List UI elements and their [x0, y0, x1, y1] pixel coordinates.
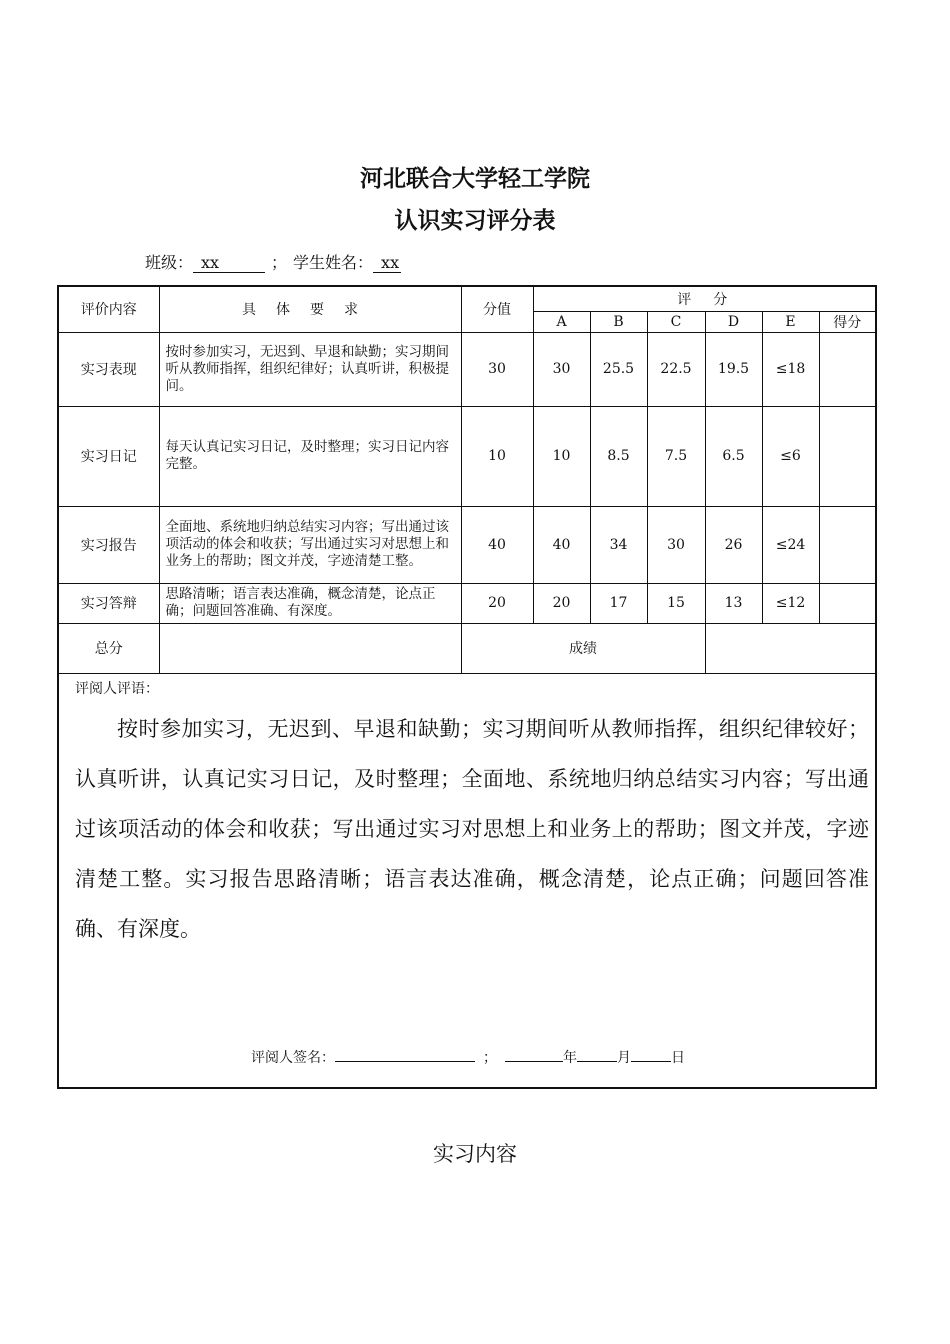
- form-title: 认识实习评分表: [394, 208, 556, 234]
- class-value: xx: [193, 253, 265, 273]
- row-score[interactable]: [819, 506, 876, 583]
- row-grade-b: 8.5: [590, 406, 647, 506]
- row-grade-a: 20: [533, 583, 590, 623]
- row-grade-d: 13: [705, 583, 762, 623]
- name-label: 学生姓名：: [293, 253, 374, 272]
- comment-row: [58, 673, 876, 1088]
- row-item: 实习日记: [58, 406, 159, 506]
- grade-e-header: E: [762, 311, 819, 332]
- school-title: 河北联合大学轻工学院: [360, 166, 590, 192]
- grade-d-header: D: [705, 311, 762, 332]
- row-grade-a: 30: [533, 332, 590, 406]
- signature-line: [251, 1047, 685, 1067]
- total-value[interactable]: [159, 623, 461, 673]
- row-requirement: 每天认真记实习日记，及时整理；实习日记内容完整。: [159, 406, 461, 506]
- section-title: 实习内容: [433, 1142, 517, 1166]
- row-requirement: 全面地、系统地归纳总结实习内容；写出通过该项活动的体会和收获；写出通过实习对思想上和业务上的帮助；图文并茂，字迹清楚工整。: [159, 506, 461, 583]
- header-item: 评价内容: [58, 286, 159, 332]
- row-grade-d: 19.5: [705, 332, 762, 406]
- grade-c-header: C: [647, 311, 705, 332]
- row-grade-c: 7.5: [647, 406, 705, 506]
- student-info-line: [145, 250, 401, 273]
- day-label: 日: [671, 1049, 685, 1066]
- month-label: 月: [617, 1049, 631, 1066]
- row-requirement: 思路清晰；语言表达准确，概念清楚，论点正确；问题回答准确、有深度。: [159, 583, 461, 623]
- row-grade-e: ≤12: [762, 583, 819, 623]
- year-blank[interactable]: [505, 1047, 563, 1062]
- row-requirement: 按时参加实习，无迟到、早退和缺勤；实习期间听从教师指挥，组织纪律好；认真听讲，积极提问。: [159, 332, 461, 406]
- table-row: [58, 583, 876, 623]
- row-grade-a: 10: [533, 406, 590, 506]
- score-header: 得分: [819, 311, 876, 332]
- row-item: 实习表现: [58, 332, 159, 406]
- total-label: 总分: [58, 623, 159, 673]
- comment-cell: [58, 673, 876, 1088]
- signature-separator: ；: [483, 1049, 497, 1066]
- grade-label: 成绩: [461, 623, 705, 673]
- row-points: 40: [461, 506, 533, 583]
- table-row: [58, 506, 876, 583]
- row-grade-b: 25.5: [590, 332, 647, 406]
- row-grade-d: 26: [705, 506, 762, 583]
- row-item: 实习答辩: [58, 583, 159, 623]
- month-blank[interactable]: [577, 1047, 617, 1062]
- row-score[interactable]: [819, 406, 876, 506]
- row-grade-e: ≤18: [762, 332, 819, 406]
- comment-text: 按时参加实习，无迟到、早退和缺勤；实习期间听从教师指挥，组织纪律较好；认真听讲，认真记实习日记，及时整理；全面地、系统地归纳总结实习内容；写出通过该项活动的体会和收获；写出通过实习对思想上和业务上的帮助；图文并茂，字迹清楚工整。实习报告思路清晰；语言表达准确，概念清楚，论点正确；问题回答准确、有深度。: [75, 716, 869, 941]
- row-grade-b: 34: [590, 506, 647, 583]
- table-row: [58, 332, 876, 406]
- grade-value[interactable]: [705, 623, 876, 673]
- row-item: 实习报告: [58, 506, 159, 583]
- row-score[interactable]: [819, 332, 876, 406]
- header-rating: 评 分: [533, 286, 876, 311]
- row-grade-d: 6.5: [705, 406, 762, 506]
- row-grade-b: 17: [590, 583, 647, 623]
- grade-a-header: A: [533, 311, 590, 332]
- day-blank[interactable]: [631, 1047, 671, 1062]
- score-table: [57, 285, 877, 1089]
- row-score[interactable]: [819, 583, 876, 623]
- header-requirements: 具体要求: [159, 286, 461, 332]
- row-grade-e: ≤24: [762, 506, 819, 583]
- row-points: 20: [461, 583, 533, 623]
- total-row: [58, 623, 876, 673]
- header-points: 分值: [461, 286, 533, 332]
- row-grade-c: 15: [647, 583, 705, 623]
- name-value: xx: [373, 253, 401, 273]
- grade-b-header: B: [590, 311, 647, 332]
- year-label: 年: [563, 1049, 577, 1066]
- row-grade-a: 40: [533, 506, 590, 583]
- row-points: 30: [461, 332, 533, 406]
- class-label: 班级：: [145, 253, 194, 272]
- signature-label: 评阅人签名：: [251, 1049, 335, 1066]
- signature-blank[interactable]: [335, 1047, 475, 1062]
- row-grade-c: 22.5: [647, 332, 705, 406]
- row-grade-e: ≤6: [762, 406, 819, 506]
- table-row: [58, 406, 876, 506]
- info-separator: ；: [271, 253, 288, 272]
- row-points: 10: [461, 406, 533, 506]
- comment-label: 评阅人评语：: [75, 680, 159, 697]
- row-grade-c: 30: [647, 506, 705, 583]
